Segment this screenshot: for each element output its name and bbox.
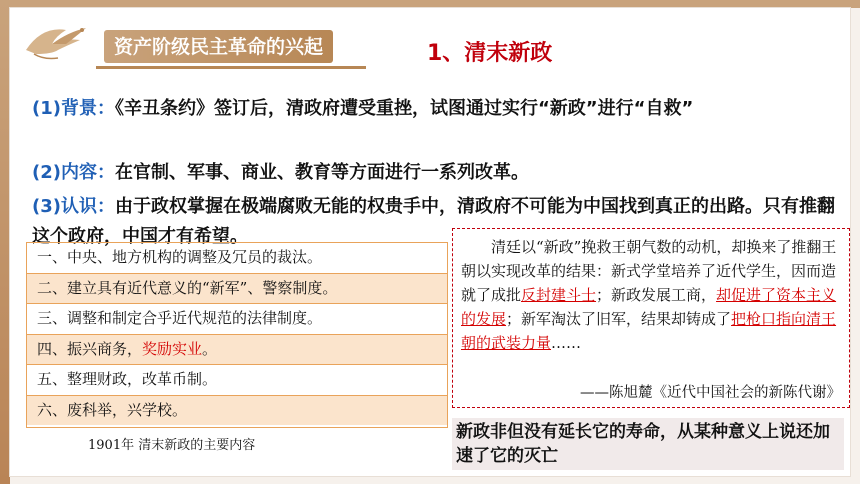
list-item: 六、废科举，兴学校。 bbox=[27, 396, 447, 426]
list-item: 四、振兴商务，奖励实业。 bbox=[27, 335, 447, 366]
header-underline bbox=[96, 66, 366, 69]
list-item: 二、建立具有近代意义的“新军”、警察制度。 bbox=[27, 274, 447, 305]
list-item: 一、中央、地方机构的调整及冗员的裁汰。 bbox=[27, 243, 447, 274]
conclusion-box: 新政非但没有延长它的寿命，从某种意义上说还加速了它的灭亡 bbox=[452, 418, 844, 470]
crane-emblem-icon bbox=[22, 20, 92, 66]
quote-box bbox=[452, 228, 850, 408]
quote-highlight: 反封建斗士 bbox=[521, 286, 597, 304]
section-title: 1、清末新政 bbox=[427, 41, 553, 66]
background-text: 《辛丑条约》签订后，清政府遭受重挫，试图通过实行“新政”进行“自救” bbox=[114, 98, 694, 119]
quote-attribution: ——陈旭麓《近代中国社会的新陈代谢》 bbox=[580, 385, 841, 401]
quote-highlight: 把枪口指向清王朝的武装力量 bbox=[461, 310, 837, 352]
understanding-lead: (3)认识： bbox=[32, 196, 115, 217]
quote-text: 清廷以“新政”挽救王朝气数的动机，却换来了推翻王朝以实现改革的结果：新式学堂培养了近代学生，因而造就了成批反封建斗士；新政发展工商，却促进了资本主义的发展；新军淘汰了旧军，结果却铸成了把枪口指向清王朝的武装力量…… bbox=[461, 238, 837, 352]
top-border-strip bbox=[0, 0, 860, 8]
highlight-text: 奖励实业 bbox=[142, 339, 203, 358]
list-item: 三、调整和制定合乎近代规范的法律制度。 bbox=[27, 304, 447, 335]
quote-highlight: 却促进了资本主义的发展 bbox=[461, 286, 837, 328]
background-paragraph bbox=[32, 94, 844, 124]
left-border-strip bbox=[0, 0, 10, 484]
chapter-title: 资产阶级民主革命的兴起 bbox=[104, 30, 333, 63]
content-paragraph bbox=[32, 158, 844, 188]
understanding-text: 由于政权掌握在极端腐败无能的权贵手中，清政府不可能为中国找到真正的出路。只有推翻这个政府，中国才有希望。 bbox=[32, 196, 835, 247]
content-text: 在官制、军事、商业、教育等方面进行一系列改革。 bbox=[114, 162, 529, 183]
list-caption: 1901年 清末新政的主要内容 bbox=[88, 438, 256, 453]
policy-list bbox=[26, 242, 448, 428]
content-lead: (2)内容： bbox=[32, 162, 115, 183]
background-lead: (1)背景： bbox=[32, 98, 115, 119]
list-item: 五、整理财政，改革币制。 bbox=[27, 365, 447, 396]
